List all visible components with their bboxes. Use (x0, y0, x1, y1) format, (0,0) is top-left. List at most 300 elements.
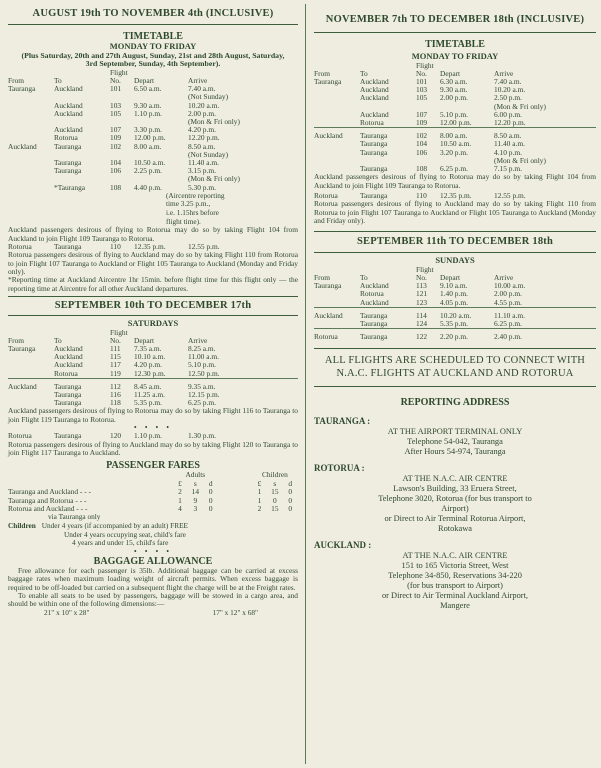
table-cell: 112 (110, 381, 121, 391)
currency-unit: s (273, 478, 277, 488)
table-cell: 118 (110, 398, 121, 408)
fare-route: Tauranga and Auckland - - - (8, 487, 92, 497)
table-cell: 102 (110, 141, 122, 151)
currency-unit: s (193, 478, 197, 488)
table-cell (314, 157, 360, 165)
table-cell: 2.00 p.m. (188, 108, 216, 118)
table-cell: Tauranga (360, 332, 388, 342)
divider (8, 296, 298, 297)
paragraph: To enable all seats to be used by passengers, baggage will be stowed in a cargo area, and should be within one of the following dimensions:— (8, 590, 298, 609)
address-line: 151 to 165 Victoria Street, West (401, 560, 509, 570)
table-cell: Auckland (54, 344, 83, 354)
table-cell: 109 (416, 117, 428, 127)
table-row (8, 370, 298, 379)
table-cell: 11.25 a.m. (134, 390, 165, 400)
table-cell (8, 167, 54, 175)
fare-amount: 1 (257, 487, 262, 497)
column-header: From (314, 68, 331, 78)
column-header: No. (416, 68, 427, 78)
column-header: No. (110, 75, 121, 85)
paragraph: Auckland passengers desirous of flying to Rotorua may do so by taking Flight 116 to Tauranga to join Flight 119 Tauranga to Rotorua. (8, 406, 298, 424)
days-title: SUNDAYS (435, 255, 475, 266)
table-cell: Rotorua (54, 133, 78, 143)
table-cell (8, 370, 54, 379)
table-cell: 6.25 p.m. (188, 398, 216, 408)
address-rotorua (314, 474, 596, 534)
table-cell: 12.00 p.m. (440, 117, 472, 127)
table-cell: 12.00 p.m. (134, 133, 166, 143)
table-cell: 109 (110, 133, 122, 143)
table-cell: 7.40 a.m. (188, 84, 216, 94)
address-line: or Direct to Air Terminal Auckland Airport, (381, 590, 529, 600)
right-column (314, 0, 596, 611)
spacer (218, 497, 251, 505)
table-cell: 10.50 a.m. (440, 139, 472, 149)
table-cell: 1.30 p.m. (188, 431, 216, 441)
table-cell: 103 (416, 85, 428, 95)
table-cell (314, 111, 360, 119)
days-note: (Plus Saturday, 20th and 27th August, Sunday, 21st and 28th August, Saturday, 3rd September, Sunday, 4th September). (21, 50, 285, 69)
address-line: Airport) (441, 503, 469, 513)
table-cell: 10.00 a.m. (494, 281, 526, 291)
spacer (218, 488, 251, 496)
children-bold-label: Children (8, 520, 36, 530)
days-title: SATURDAYS (127, 318, 179, 329)
column-header: To (360, 68, 368, 78)
table-cell: 8.25 a.m. (188, 344, 216, 354)
table-cell: 2.00 p.m. (440, 93, 468, 103)
table-cell: 106 (110, 166, 122, 176)
paragraph: Rotorua passengers desirous of flying to Auckland may do so by taking Flight 120 to Tauranga to join Flight 117 Tauranga to Auckland. (8, 439, 298, 457)
divider (314, 348, 596, 349)
table-cell (8, 151, 54, 159)
table-cell: 3.20 p.m. (440, 147, 468, 157)
paragraph: Auckland passengers desirous of flying to Rotorua may do so by taking Flight 104 from Auckland to join Flight 109 Tauranga to Rotorua. (314, 172, 596, 190)
fare-amount: 0 (208, 503, 213, 513)
table-cell: Auckland (54, 108, 83, 118)
table-cell: 11.00 a.m. (188, 352, 219, 362)
table-cell: 11.10 a.m. (494, 310, 525, 320)
fare-amount: 15 (271, 487, 279, 497)
address-line: (for bus transport to Airport) (407, 580, 503, 590)
table-cell: 9.35 a.m. (188, 381, 216, 391)
table-row (8, 143, 298, 151)
currency-unit: d (208, 478, 213, 488)
fare-amount: 0 (288, 495, 293, 505)
table-cell: 2.25 p.m. (134, 166, 162, 176)
section-heading: SEPTEMBER 11th TO DECEMBER 18th (356, 236, 554, 248)
fare-amount: 0 (288, 503, 293, 513)
table-cell: 123 (416, 297, 428, 307)
table-cell: Tauranga (360, 139, 388, 149)
column-header: Flight (110, 327, 128, 337)
table-cell: 110 (110, 241, 121, 251)
table-row (314, 119, 596, 128)
table-cell: Tauranga (314, 76, 342, 86)
timetable-mon-fri (314, 62, 596, 174)
table-cell (8, 93, 54, 101)
table-cell (314, 290, 360, 298)
table-cell: 108 (110, 182, 122, 192)
table-cell: (Mon & Fri only) (188, 116, 240, 126)
timetable-saturdays (8, 329, 298, 408)
connect-notice: ALL FLIGHTS ARE SCHEDULED TO CONNECT WITH N.A.C. FLIGHTS AT AUCKLAND AND ROTORUA (324, 354, 586, 379)
table-cell (8, 353, 54, 361)
column-header: Depart (440, 273, 461, 283)
aircentre-line: (Aircentre reporting (166, 190, 225, 200)
section-heading: SEPTEMBER 10th TO DECEMBER 17th (54, 300, 252, 312)
table-cell: 105 (416, 93, 428, 103)
days-title: MONDAY TO FRIDAY (109, 41, 197, 51)
address-line: or Direct to Air Terminal Rotorua Airport, (384, 513, 526, 523)
column-header (54, 69, 110, 77)
table-cell: 120 (110, 431, 122, 441)
paragraph: Rotorua passengers desirous of flying to Auckland may do so by taking Flight 110 from Rotorua to join Flight 107 Tauranga to Auckland or Flight 105 Tauranga to Auckland (Monday and Friday only). (8, 250, 298, 276)
column-header: Arrive (494, 68, 514, 78)
table-cell: 6.00 p.m. (494, 109, 522, 119)
table-cell: 12.55 p.m. (494, 190, 526, 200)
table-cell: 8.45 a.m. (134, 381, 162, 391)
fare-amount: 1 (178, 495, 182, 505)
table-cell: 7.40 a.m. (494, 76, 522, 86)
city-tauranga: TAURANGA : (314, 415, 371, 426)
left-column (8, 0, 298, 617)
table-cell: 4.40 p.m. (134, 182, 162, 192)
column-header: Flight (416, 264, 434, 274)
column-header: No. (416, 273, 427, 283)
table-cell: 10.10 a.m. (134, 352, 166, 362)
table-row (314, 333, 596, 341)
address-line: Telephone 34-850, Reservations 34-220 (388, 570, 522, 580)
table-cell: 5.30 p.m. (188, 182, 216, 192)
table-cell (314, 119, 360, 128)
table-cell: (Mon & Fri only) (494, 101, 546, 111)
table-cell: 122 (416, 332, 428, 342)
aircentre-line: time 3.25 p.m., (166, 199, 211, 209)
table-cell: 10.20 a.m. (494, 85, 526, 95)
table-cell: 4.55 p.m. (494, 297, 522, 307)
column-header: No. (110, 335, 121, 345)
column-header: To (54, 335, 62, 345)
table-cell: 8.00 a.m. (440, 131, 468, 141)
column-header: Arrive (188, 75, 208, 85)
table-cell: 110 (416, 190, 427, 200)
column-header (54, 329, 110, 337)
table-cell (314, 103, 360, 111)
divider (314, 231, 596, 232)
table-cell: 2.50 p.m. (494, 93, 522, 103)
column-header: Flight (416, 60, 434, 70)
dots-separator: • • • • (133, 423, 173, 433)
table-cell: Tauranga (54, 141, 82, 151)
table-cell: 12.15 p.m. (188, 390, 220, 400)
table-cell: 10.50 a.m. (134, 157, 166, 167)
via-note: via Tauranga only (48, 512, 101, 522)
table-cell: Tauranga (54, 166, 82, 176)
table-cell: 105 (110, 108, 122, 118)
table-cell: Rotorua (54, 368, 78, 378)
column-header: Flight (110, 67, 128, 77)
address-line: AT THE N.A.C. AIR CENTRE (402, 550, 508, 560)
table-cell (8, 361, 54, 369)
fares-table (8, 471, 298, 513)
table-cell: 2.40 p.m. (494, 332, 522, 342)
table-cell: Rotorua (8, 431, 32, 441)
table-cell: 4.10 p.m. (494, 147, 522, 157)
table-cell: 107 (110, 125, 122, 135)
children-note-3: 4 years and under 15, child's fare (72, 538, 169, 548)
table-cell: Tauranga (360, 310, 388, 320)
column-header: From (314, 273, 331, 283)
table-cell: Rotorua (8, 241, 32, 251)
timetable-title: TIMETABLE (123, 31, 183, 42)
column-header: Depart (134, 75, 155, 85)
column-header: Depart (440, 68, 461, 78)
table-cell: 1.40 p.m. (440, 289, 468, 299)
column-header: From (8, 335, 25, 345)
table-cell: 107 (416, 109, 428, 119)
table-cell: Auckland (360, 297, 389, 307)
paragraph: Rotorua passengers desirous of flying to Auckland may do so by taking Flight 110 from Rotorua to join Flight 107 Tauranga to Auckland or Flight 105 Tauranga to Auckland (Monday and Friday only). (314, 199, 596, 225)
table-cell: 11.40 a.m. (188, 157, 219, 167)
fare-route: Tauranga and Rotorua - - - (8, 495, 87, 505)
table-cell: 11.40 a.m. (494, 139, 525, 149)
table-cell: Auckland (360, 93, 389, 103)
table-cell: 1.10 p.m. (134, 108, 162, 118)
table-cell: 9.10 a.m. (440, 281, 468, 291)
fare-amount: 0 (208, 495, 213, 505)
table-cell (8, 159, 54, 167)
children-label: Children (261, 470, 288, 480)
fare-amount: 2 (178, 487, 182, 497)
table-cell: Auckland (360, 76, 389, 86)
aircentre-line: flight time). (166, 216, 201, 226)
table-cell: 117 (110, 360, 121, 370)
table-cell: (Mon & Fri only) (188, 174, 240, 184)
timetable-mon-fri (8, 69, 298, 192)
table-cell: 6.50 a.m. (134, 84, 162, 94)
column-divider (305, 4, 306, 764)
table-cell: 10.20 a.m. (188, 100, 220, 110)
table-cell: Tauranga (54, 390, 82, 400)
dimension-2: 17" x 12" x 68" (212, 607, 258, 617)
column-header: Depart (134, 335, 155, 345)
table-cell: 12.20 p.m. (494, 117, 526, 127)
fare-amount: 4 (178, 503, 182, 513)
fare-amount: 0 (273, 495, 277, 505)
table-row (8, 167, 298, 175)
table-cell: Auckland (360, 281, 389, 291)
address-line: Mangere (440, 600, 470, 610)
table-cell: 4.05 p.m. (440, 297, 468, 307)
table-cell: 2.20 p.m. (440, 332, 468, 342)
table-cell: Auckland (54, 84, 83, 94)
fare-amount: 14 (191, 487, 200, 497)
table-cell: Auckland (314, 310, 343, 320)
table-cell: 121 (416, 289, 428, 299)
fare-amount: 0 (208, 487, 213, 497)
address-tauranga (314, 427, 596, 457)
table-cell: 12.50 p.m. (188, 368, 220, 378)
table-cell: 124 (416, 319, 428, 329)
address-line: Telephone 3020, Rotorua (for bus transport to (378, 493, 532, 503)
table-cell: Auckland (360, 85, 389, 95)
fares-heading: PASSENGER FARES (106, 460, 200, 472)
baggage-heading: BAGGAGE ALLOWANCE (93, 555, 213, 567)
table-cell (8, 391, 54, 399)
table-cell (314, 140, 360, 148)
table-row (8, 110, 298, 118)
divider (314, 252, 596, 253)
divider (314, 386, 596, 387)
timetable-title: TIMETABLE (425, 39, 485, 50)
table-cell: Tauranga (360, 319, 388, 329)
table-cell: 12.20 p.m. (188, 133, 220, 143)
table-cell: 114 (416, 310, 427, 320)
table-cell: 7.15 p.m. (494, 163, 522, 173)
table-cell: (Not Sunday) (188, 92, 229, 102)
table-cell: Tauranga (54, 381, 82, 391)
fare-amount: 0 (288, 487, 293, 497)
table-cell: 8.50 a.m. (494, 131, 522, 141)
table-cell (314, 299, 360, 308)
table-cell: Rotorua (360, 289, 384, 299)
table-cell: 5.35 p.m. (440, 319, 468, 329)
table-cell: Rotorua (314, 190, 338, 200)
divider (8, 315, 298, 316)
children-note-1: Under 4 years (if accompanied by an adult) FREE (41, 520, 188, 530)
table-cell: Tauranga (54, 431, 82, 441)
table-cell: Tauranga (360, 131, 388, 141)
table-cell: 12.35 p.m. (134, 241, 166, 251)
table-cell: Auckland (360, 109, 389, 119)
divider (314, 32, 596, 33)
currency-unit: £ (178, 478, 182, 488)
table-cell: *Tauranga (54, 182, 86, 192)
table-cell: 104 (416, 139, 428, 149)
dimension-1: 21" x 10" x 28" (44, 607, 90, 617)
address-line: After Hours 54-974, Tauranga (404, 446, 506, 456)
aircentre-note (8, 192, 298, 226)
table-cell: Tauranga (54, 157, 82, 167)
table-cell: 103 (110, 100, 122, 110)
table-row (8, 184, 298, 192)
table-cell: Auckland (54, 100, 83, 110)
baggage-dimensions (8, 609, 298, 618)
table-cell: 6.25 p.m. (440, 163, 468, 173)
fare-amount: 15 (271, 503, 279, 513)
table-cell: 4.20 p.m. (188, 125, 216, 135)
table-cell: 8.00 a.m. (134, 141, 162, 151)
table-row (314, 149, 596, 157)
table-cell: Tauranga (314, 281, 342, 291)
dots-separator: • • • • (133, 546, 173, 556)
table-cell: 12.30 p.m. (134, 368, 166, 378)
fare-amount: 9 (193, 495, 198, 505)
table-cell: (Not Sunday) (188, 149, 229, 159)
table-cell: 10.20 a.m. (440, 310, 472, 320)
table-cell (8, 175, 54, 183)
table-cell: 101 (416, 76, 428, 86)
table-cell: 6.30 a.m. (440, 76, 468, 86)
table-cell: 6.25 p.m. (494, 319, 522, 329)
table-cell: 119 (110, 368, 121, 378)
table-cell: Auckland (8, 141, 37, 151)
section-heading: AUGUST 19th TO NOVEMBER 4th (INCLUSIVE) (32, 8, 274, 19)
table-cell: Auckland (54, 125, 83, 135)
table-cell: 12.35 p.m. (440, 190, 472, 200)
table-cell (8, 102, 54, 110)
table-cell (8, 126, 54, 134)
table-row (314, 299, 596, 308)
table-cell: 12.55 p.m. (188, 241, 220, 251)
fare-route: Rotorua and Auckland - - - (8, 503, 88, 513)
divider (8, 24, 298, 25)
table-cell (314, 149, 360, 157)
table-cell: 2.00 p.m. (494, 289, 522, 299)
city-rotorua: ROTORUA : (314, 462, 365, 473)
address-line: AT THE AIRPORT TERMINAL ONLY (387, 426, 523, 436)
table-cell: 7.35 a.m. (134, 344, 162, 354)
fare-amount: 2 (257, 503, 262, 513)
reporting-heading: REPORTING ADDRESS (400, 396, 510, 408)
address-line: Rotokawa (438, 523, 472, 533)
table-cell: Auckland (54, 352, 83, 362)
table-cell (314, 94, 360, 102)
table-cell: 106 (416, 147, 428, 157)
city-auckland: AUCKLAND : (314, 539, 372, 550)
table-cell (8, 110, 54, 118)
table-row (8, 85, 298, 93)
table-cell: 5.35 p.m. (134, 398, 162, 408)
address-line: Telephone 54-042, Tauranga (407, 436, 503, 446)
table-row (314, 320, 596, 329)
days-title: MONDAY TO FRIDAY (411, 51, 499, 61)
paragraph: *Reporting time at Auckland Aircentre 1hr 15min. before flight time for this flight only — the reporting time at Aircentre for all other Auckland departures. (8, 275, 298, 293)
table-cell: 111 (110, 344, 121, 354)
table-cell: 4.20 p.m. (134, 360, 162, 370)
column-header (360, 266, 416, 274)
fare-amount: 1 (257, 495, 262, 505)
column-header: From (8, 75, 25, 85)
table-cell: Tauranga (8, 344, 36, 354)
table-cell: Auckland (314, 131, 343, 141)
table-cell: 104 (110, 157, 122, 167)
spacer (218, 480, 251, 488)
table-cell (314, 86, 360, 94)
address-line: Lawson's Building, 33 Eruera Street, (393, 483, 517, 493)
spacer (218, 505, 251, 513)
table-cell: 1.10 p.m. (134, 431, 162, 441)
paragraph: Auckland passengers desirous of flying to Rotorua may do so by taking Flight 104 from Auckland to join Flight 109 Tauranga to Rotorua. (8, 225, 298, 243)
table-cell: 101 (110, 84, 122, 94)
currency-unit: d (288, 478, 293, 488)
table-cell: Tauranga (54, 398, 82, 408)
table-cell (314, 320, 360, 329)
table-cell: Auckland (8, 381, 37, 391)
table-cell: Tauranga (54, 241, 82, 251)
table-cell: 102 (416, 131, 428, 141)
table-cell: 3.30 p.m. (134, 125, 162, 135)
table-cell: (Mon & Fri only) (494, 155, 546, 165)
table-cell: 108 (416, 163, 428, 173)
table-cell: 116 (110, 390, 121, 400)
timetable-sundays (314, 266, 596, 342)
currency-unit: £ (257, 478, 262, 488)
table-cell: 5.10 p.m. (188, 360, 216, 370)
column-header: Arrive (494, 273, 514, 283)
table-cell: 5.10 p.m. (440, 109, 468, 119)
